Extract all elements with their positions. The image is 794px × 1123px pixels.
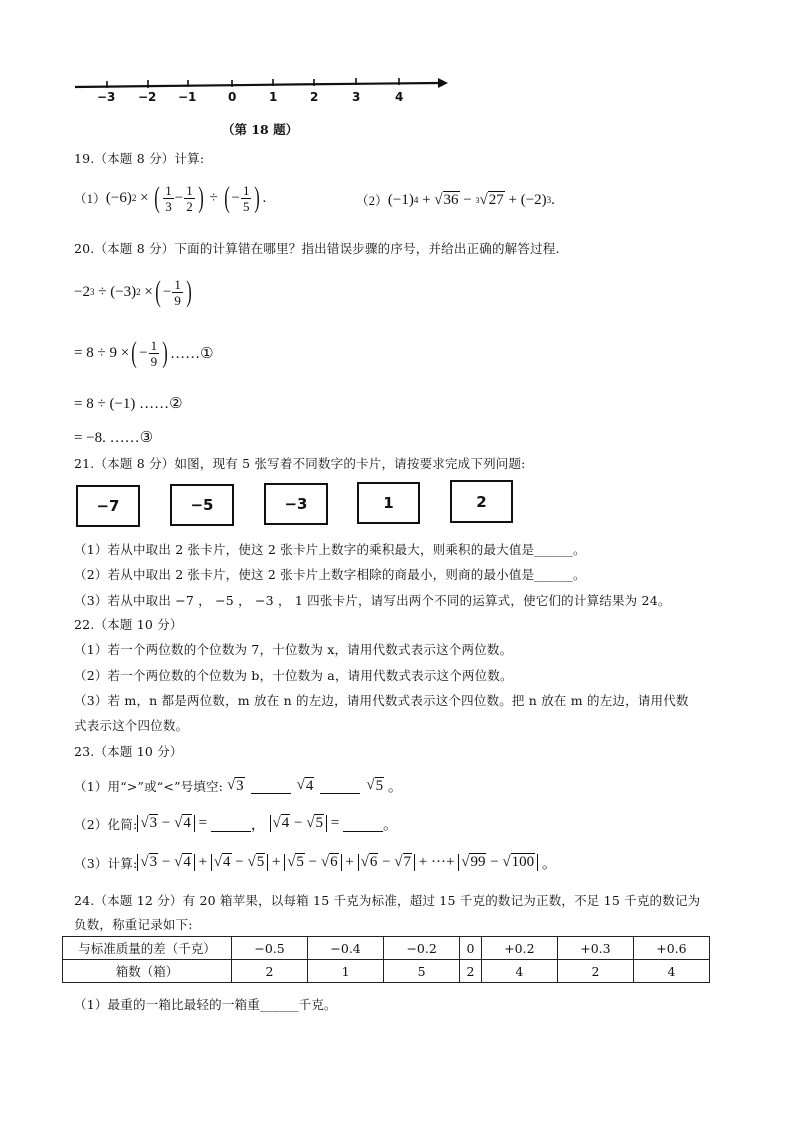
q20-term-b: −3	[115, 283, 132, 300]
abs-expression: √4 − √5	[270, 815, 327, 832]
q23-sub2-label: （2）化简:	[74, 816, 138, 832]
q23-root: 3	[236, 777, 244, 794]
q19-p1-exp: 2	[131, 193, 137, 203]
tick-label: 4	[395, 90, 404, 104]
q23-sub1: （1）用“>”或“<”号填空: √ 3 √ 4 √ 5 。	[74, 777, 403, 795]
q20-heading: 20.（本题 8 分）下面的计算错在哪里？指出错误步骤的序号，并给出正确的解答过程.	[74, 241, 560, 256]
q19-frac-2: $\frac{1}{2}$	[186, 182, 193, 214]
q20-term-a-exp: 3	[89, 287, 95, 297]
tick-label: 2	[310, 90, 319, 104]
q23-sub3-label: （3）计算:	[74, 855, 138, 871]
number-line-ticks	[70, 90, 450, 108]
abs-expression: √3 − √4	[137, 815, 194, 832]
q22-heading: 22.（本题 10 分）	[74, 617, 183, 632]
q23-heading: 23.（本题 10 分）	[74, 744, 183, 759]
figure-caption: （第 18 题）	[222, 122, 299, 137]
q19-part2-label: （2）	[356, 194, 388, 208]
q22-sub3-line2: 式表示这个四位数。	[74, 718, 189, 733]
table-row	[63, 937, 710, 960]
q19-part2: （2） ( −1 ) 4 + √ 36 − 3 √ 27 + ( −2 ) 3 .	[356, 191, 555, 208]
q23-sub1-label: （1）用“>”或“<”号填空:	[74, 778, 224, 794]
number-card: −3	[264, 483, 328, 525]
table-cell: −0.2	[384, 937, 460, 960]
table-cell: +0.3	[557, 937, 633, 960]
answer-blank[interactable]	[343, 816, 383, 832]
q24-heading-line1: 24.（本题 12 分）有 20 箱苹果，以每箱 15 千克为标准，超过 15 千克的数记为正数，不足 15 千克的数记为	[74, 893, 701, 908]
table-cell: −0.5	[232, 937, 308, 960]
number-card: −7	[76, 485, 140, 527]
abs-expression: √99 − √100	[458, 854, 538, 871]
q20-step-1: = 8 ÷ 9 × ( − $\frac{1}{9}$ ) ……①	[74, 336, 214, 369]
q21-sub1: （1）若从中取出 2 张卡片，使这 2 张卡片上数字的乘积最大，则乘积的最大值是______。	[74, 542, 586, 557]
q19-p2-exp2: 3	[546, 195, 552, 205]
table-cell: 5	[384, 960, 460, 983]
number-card: 2	[450, 480, 513, 523]
table-cell: 4	[633, 960, 709, 983]
q24-sub1: （1）最重的一箱比最轻的一箱重______千克。	[74, 997, 337, 1012]
tick-label: 1	[269, 90, 278, 104]
q19-p2-cbrt: 27	[488, 192, 504, 208]
q20-step1-mark: ……①	[170, 345, 214, 362]
answer-blank[interactable]	[251, 778, 291, 794]
q19-p1-base: −6	[110, 189, 127, 206]
q20-frac: $\frac{1}{9}$	[174, 276, 181, 308]
q19-frac-3: $\frac{1}{5}$	[242, 182, 250, 214]
q20-term-b-exp: 2	[136, 287, 141, 297]
q20-term-a: −2	[74, 283, 90, 300]
q19-p2-base2: −2	[525, 191, 542, 208]
q22-sub3-line1: （3）若 m，n 都是两位数，m 放在 n 的左边，请用代数式表示这个四位数。把 n 放在 m 的左边，请用代数	[74, 693, 689, 708]
q19-part1: （1） ( −6 ) 2 × ( $\frac{1}{3}$ − $\frac{1}{2}$ ) ÷ ( − $\frac{1}{5}$ ) .	[74, 181, 267, 214]
q21-sub2: （2）若从中取出 2 张卡片，使这 2 张卡片上数字相除的商最小，则商的最小值是______。	[74, 567, 586, 582]
table-cell: −0.4	[308, 937, 384, 960]
table-cell: +0.6	[633, 937, 709, 960]
q21-sub3: （3）若从中取出 −7 ， −5 ， −3 ， 1 四张卡片，请写出两个不同的运算式，使它们的计算结果为 24。	[74, 593, 671, 608]
q20-expression: −2 3 ÷ ( −3 ) 2 × ( − $\frac{1}{9}$ )	[74, 275, 192, 308]
tick-label: −3	[97, 90, 116, 104]
q23-sub3: （3）计算: √3 − √4 + √4 − √5 + √5 − √6 + √6 − √7 + ··· + √99 − √100 。	[74, 854, 557, 872]
q20-step1-frac: $\frac{1}{9}$	[150, 337, 158, 369]
ellipsis: ···	[431, 854, 446, 870]
weight-table	[62, 936, 710, 983]
row-header: 与标准质量的差（千克）	[63, 937, 232, 960]
table-row	[63, 960, 710, 983]
tick-label: −2	[138, 90, 157, 104]
q19-p2-base: −1	[392, 191, 409, 208]
abs-expression: √4 − √5	[211, 854, 268, 871]
q19-frac-1: $\frac{1}{3}$	[165, 182, 172, 214]
number-card: −5	[170, 484, 234, 526]
table-cell: 2	[232, 960, 308, 983]
table-cell: 4	[481, 960, 557, 983]
q19-heading: 19.（本题 8 分）计算:	[74, 151, 205, 166]
q23-root: 4	[305, 777, 314, 794]
number-card: 1	[357, 482, 420, 524]
table-cell: 2	[460, 960, 482, 983]
abs-expression: √6 − √7	[358, 854, 415, 871]
abs-expression: √5 − √6	[284, 854, 341, 871]
abs-expression: √3 − √4	[137, 854, 194, 871]
q19-p2-sqrt: 36	[443, 192, 459, 208]
q23-sub2: （2）化简: √3 − √4 = ， √4 − √5 = 。	[74, 815, 398, 833]
table-cell: 1	[308, 960, 384, 983]
row-header: 箱数（箱）	[63, 960, 232, 983]
q19-p2-cbrt-index: 3	[475, 195, 480, 205]
q22-sub2: （2）若一个两位数的个位数为 b，十位数为 a，请用代数式表示这个两位数。	[74, 668, 513, 683]
q20-step-3: = −8. ……③	[74, 430, 154, 446]
table-cell: +0.2	[481, 937, 557, 960]
tick-label: −1	[178, 90, 197, 104]
q20-step1-prefix: = 8 ÷ 9 ×	[74, 344, 130, 361]
table-cell: 0	[460, 937, 482, 960]
answer-blank[interactable]	[320, 778, 360, 794]
tick-label: 0	[228, 90, 237, 104]
table-cell: 2	[557, 960, 633, 983]
q23-root: 5	[375, 777, 384, 794]
tick-label: 3	[352, 90, 361, 104]
q21-heading: 21.（本题 8 分）如图，现有 5 张写着不同数字的卡片，请按要求完成下列问题:	[74, 456, 526, 471]
q19-part1-label: （1）	[74, 192, 106, 206]
q22-sub1: （1）若一个两位数的个位数为 7，十位数为 x，请用代数式表示这个两位数。	[74, 642, 513, 657]
answer-blank[interactable]	[211, 816, 251, 832]
q20-step-2: = 8 ÷ (−1) ……②	[74, 396, 183, 412]
q19-p2-exp: 4	[413, 195, 419, 205]
q24-heading-line2: 负数，称重记录如下:	[74, 917, 193, 932]
